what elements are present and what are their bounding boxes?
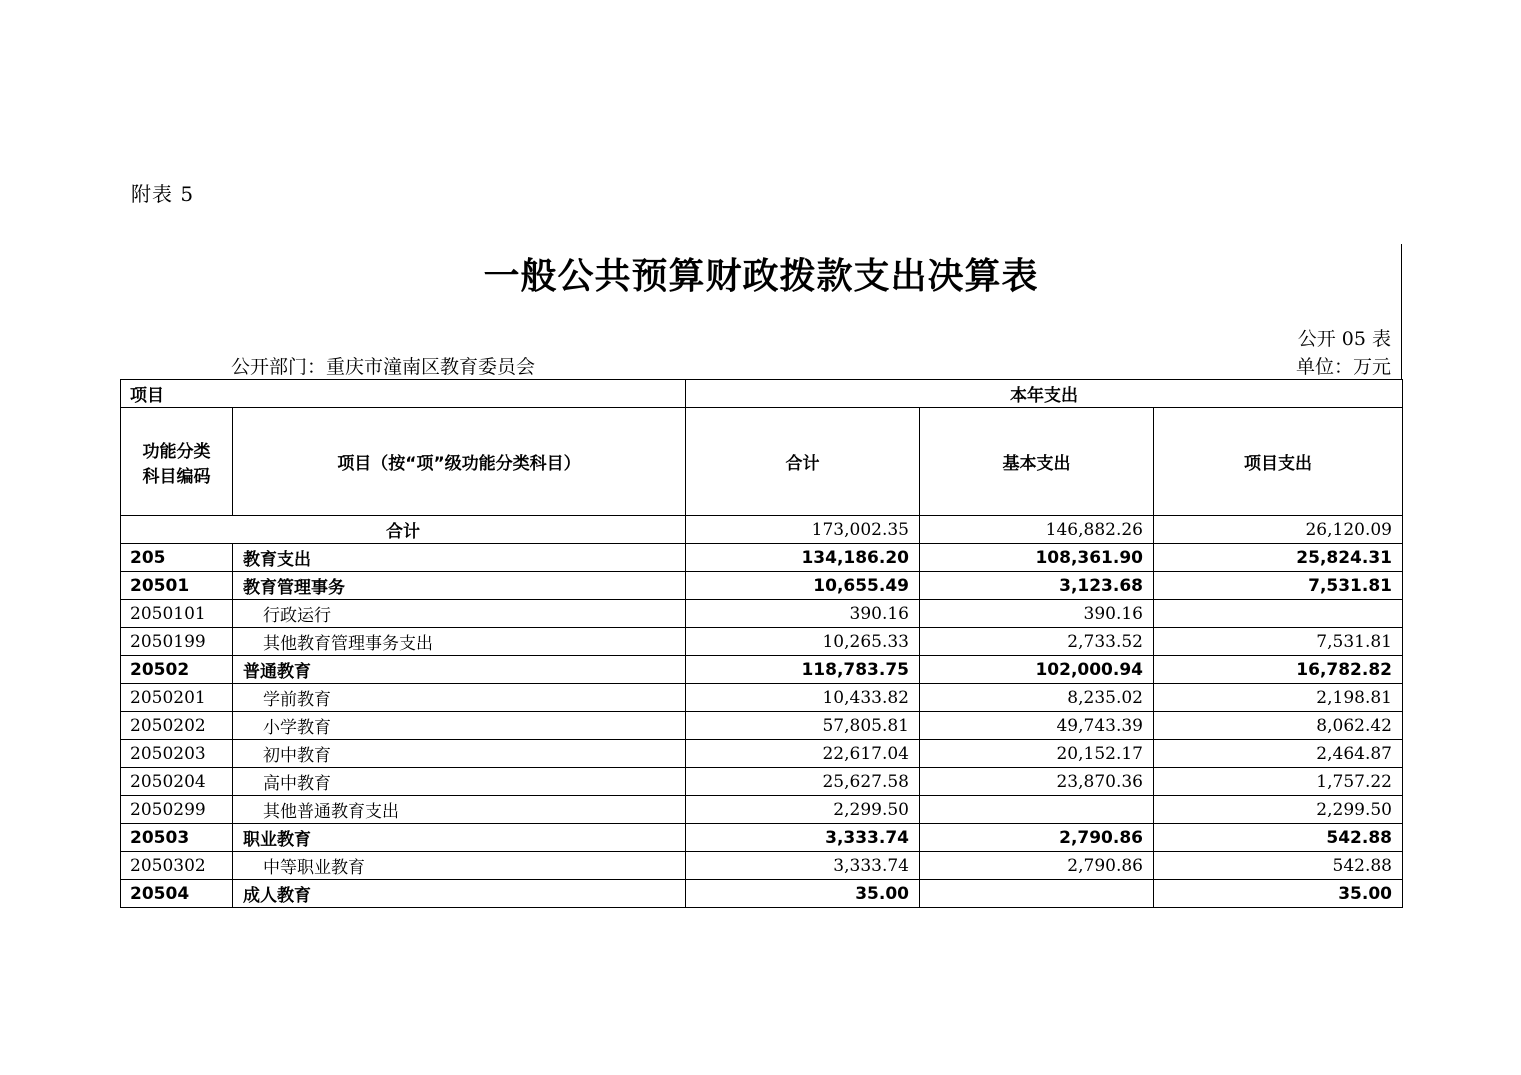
row-code: 2050201	[121, 684, 233, 712]
row-name: 初中教育	[233, 740, 686, 768]
table-row	[121, 824, 1403, 852]
row-name: 高中教育	[233, 768, 686, 796]
row-basic: 49,743.39	[920, 712, 1154, 740]
row-code: 2050202	[121, 712, 233, 740]
row-code: 20501	[121, 572, 233, 600]
row-basic: 2,790.86	[920, 824, 1154, 852]
header-row-1	[121, 380, 1403, 408]
row-name: 学前教育	[233, 684, 686, 712]
row-code: 205	[121, 544, 233, 572]
row-name: 其他普通教育支出	[233, 796, 686, 824]
row-total: 10,265.33	[686, 628, 920, 656]
row-total: 25,627.58	[686, 768, 920, 796]
row-basic	[920, 880, 1154, 908]
header-current-year: 本年支出	[686, 380, 1403, 408]
header-code-line2: 科目编码	[142, 466, 211, 487]
row-project: 25,824.31	[1154, 544, 1403, 572]
row-total: 57,805.81	[686, 712, 920, 740]
row-project: 2,299.50	[1154, 796, 1403, 824]
row-basic: 3,123.68	[920, 572, 1154, 600]
row-name: 教育管理事务	[233, 572, 686, 600]
header-code	[121, 408, 233, 516]
header-item: 项目	[121, 380, 686, 408]
row-name: 中等职业教育	[233, 852, 686, 880]
row-basic: 23,870.36	[920, 768, 1154, 796]
header-item-name: 项目（按“项”级功能分类科目）	[233, 408, 686, 516]
row-code: 2050302	[121, 852, 233, 880]
table-row	[121, 684, 1403, 712]
row-total: 22,617.04	[686, 740, 920, 768]
row-project: 35.00	[1154, 880, 1403, 908]
row-project: 542.88	[1154, 824, 1403, 852]
row-name: 成人教育	[233, 880, 686, 908]
row-project: 2,198.81	[1154, 684, 1403, 712]
row-basic: 8,235.02	[920, 684, 1154, 712]
row-project	[1154, 600, 1403, 628]
row-name: 教育支出	[233, 544, 686, 572]
header-total: 合计	[686, 408, 920, 516]
table-row	[121, 572, 1403, 600]
row-total: 390.16	[686, 600, 920, 628]
row-total: 134,186.20	[686, 544, 920, 572]
total-row-total: 173,002.35	[686, 516, 920, 544]
row-name: 行政运行	[233, 600, 686, 628]
table-row	[121, 768, 1403, 796]
row-basic: 102,000.94	[920, 656, 1154, 684]
total-row-project: 26,120.09	[1154, 516, 1403, 544]
header-project: 项目支出	[1154, 408, 1403, 516]
row-code: 20503	[121, 824, 233, 852]
table-row	[121, 880, 1403, 908]
table-row	[121, 628, 1403, 656]
form-number: 公开 05 表	[1297, 328, 1391, 350]
row-code: 20502	[121, 656, 233, 684]
row-total: 10,655.49	[686, 572, 920, 600]
appendix-label: 附表 5	[131, 182, 195, 206]
row-total: 3,333.74	[686, 852, 920, 880]
row-total: 2,299.50	[686, 796, 920, 824]
row-basic: 20,152.17	[920, 740, 1154, 768]
header-row-2	[121, 408, 1403, 516]
row-basic: 2,790.86	[920, 852, 1154, 880]
row-total: 35.00	[686, 880, 920, 908]
row-name: 普通教育	[233, 656, 686, 684]
row-basic: 108,361.90	[920, 544, 1154, 572]
row-code: 2050199	[121, 628, 233, 656]
department-label: 公开部门：重庆市潼南区教育委员会	[231, 356, 536, 378]
table-row	[121, 544, 1403, 572]
header-code-line1: 功能分类	[142, 441, 211, 462]
row-total: 3,333.74	[686, 824, 920, 852]
table-row	[121, 852, 1403, 880]
total-row-label: 合计	[121, 516, 686, 544]
budget-table	[120, 379, 1403, 908]
unit-label: 单位：万元	[1295, 356, 1391, 378]
row-project: 16,782.82	[1154, 656, 1403, 684]
row-code: 2050101	[121, 600, 233, 628]
row-code: 20504	[121, 880, 233, 908]
row-code: 2050299	[121, 796, 233, 824]
table-row	[121, 796, 1403, 824]
row-basic: 390.16	[920, 600, 1154, 628]
row-total: 118,783.75	[686, 656, 920, 684]
row-basic	[920, 796, 1154, 824]
row-project: 1,757.22	[1154, 768, 1403, 796]
header-basic: 基本支出	[920, 408, 1154, 516]
total-row	[121, 516, 1403, 544]
row-name: 其他教育管理事务支出	[233, 628, 686, 656]
table-row	[121, 740, 1403, 768]
row-project: 7,531.81	[1154, 572, 1403, 600]
table-row	[121, 712, 1403, 740]
row-name: 职业教育	[233, 824, 686, 852]
row-project: 8,062.42	[1154, 712, 1403, 740]
row-project: 2,464.87	[1154, 740, 1403, 768]
row-code: 2050203	[121, 740, 233, 768]
total-row-basic: 146,882.26	[920, 516, 1154, 544]
row-name: 小学教育	[233, 712, 686, 740]
row-basic: 2,733.52	[920, 628, 1154, 656]
row-project: 542.88	[1154, 852, 1403, 880]
row-project: 7,531.81	[1154, 628, 1403, 656]
table-row	[121, 600, 1403, 628]
page-title: 一般公共预算财政拨款支出决算表	[483, 256, 1039, 297]
table-row	[121, 656, 1403, 684]
row-code: 2050204	[121, 768, 233, 796]
row-total: 10,433.82	[686, 684, 920, 712]
